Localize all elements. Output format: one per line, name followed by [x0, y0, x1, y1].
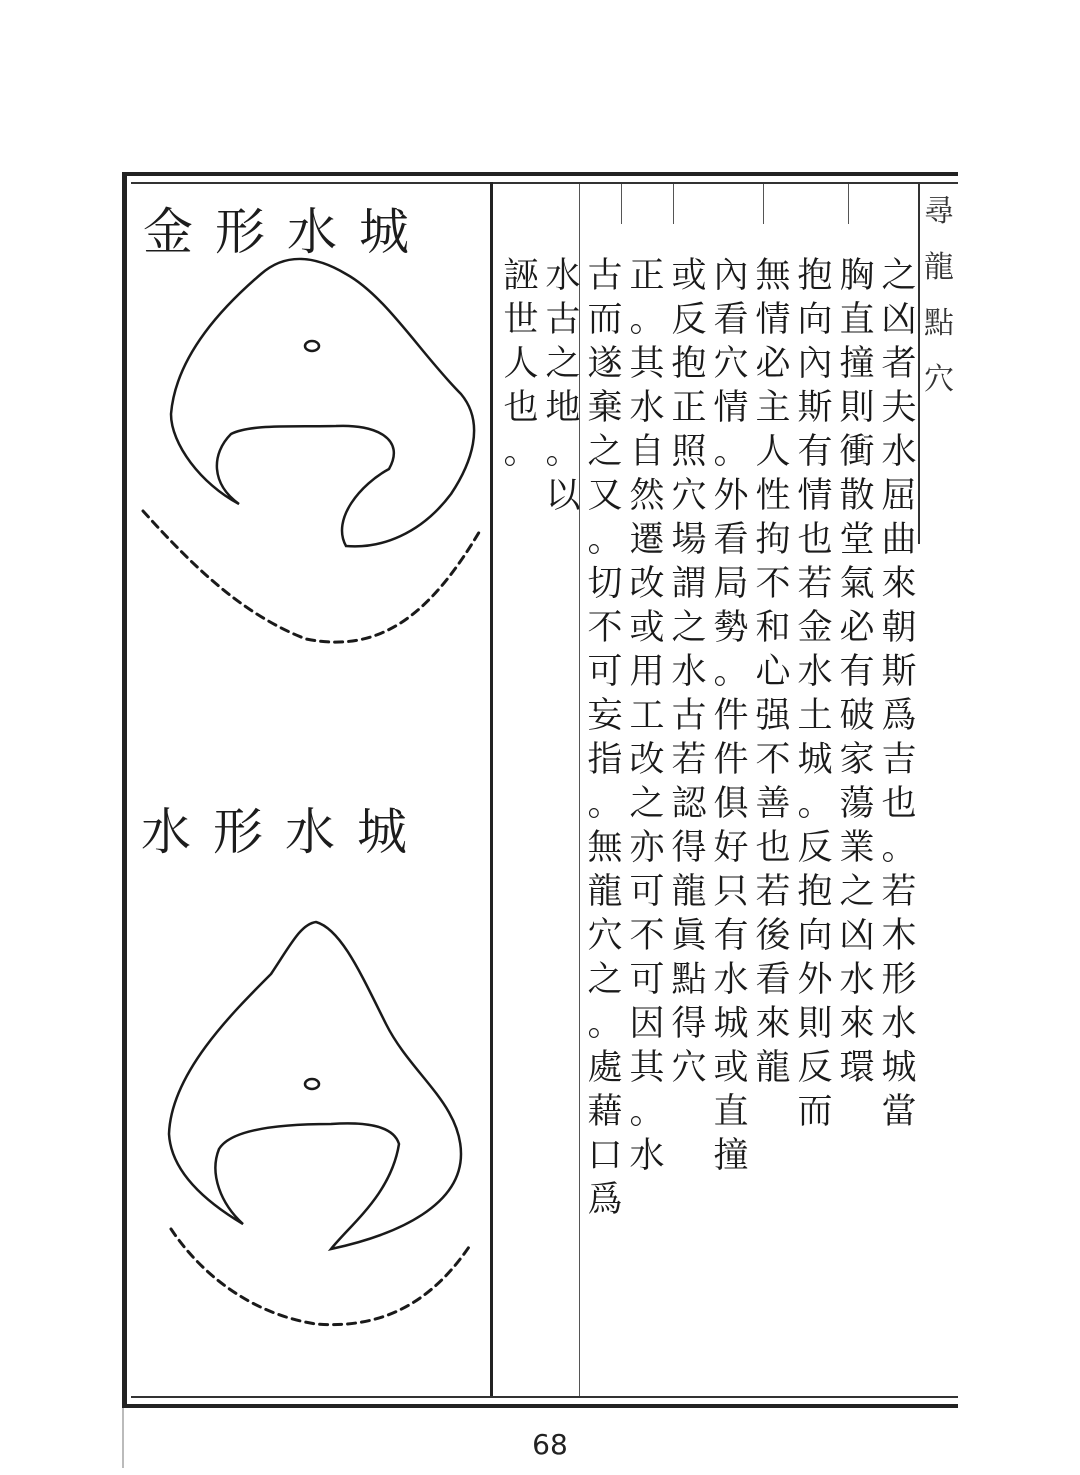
- water-boundary-dashed: [143, 511, 481, 642]
- text-char: 向: [797, 916, 833, 956]
- text-char: 以: [545, 476, 581, 516]
- text-char: 看: [755, 960, 791, 1000]
- text-char: 看: [713, 520, 749, 560]
- text-char: 當: [881, 1092, 917, 1132]
- text-char: 無: [587, 828, 623, 868]
- text-char: 之: [587, 432, 623, 472]
- text-char: 也: [503, 388, 539, 428]
- text-char: 强: [755, 696, 791, 736]
- text-char: 遷: [629, 520, 665, 560]
- text-char: 場: [671, 520, 707, 560]
- text-char: 龍: [587, 872, 623, 912]
- text-char: 衝: [839, 432, 875, 472]
- text-char: 水: [797, 652, 833, 692]
- text-char: 水: [629, 388, 665, 428]
- text-char: 抱: [797, 256, 833, 296]
- text-char: 直: [839, 300, 875, 340]
- text-char: 。: [797, 784, 833, 824]
- text-column: [500, 254, 542, 474]
- header-char: 龍: [924, 250, 954, 285]
- page-number: 68: [532, 1428, 568, 1461]
- text-char: 其: [629, 344, 665, 384]
- text-char: 水: [881, 1004, 917, 1044]
- text-char: 破: [839, 696, 875, 736]
- text-char: 無: [755, 256, 791, 296]
- text-char: 切: [587, 564, 623, 604]
- text-char: 遂: [587, 344, 623, 384]
- column-rule: [763, 184, 764, 224]
- text-char: 看: [713, 300, 749, 340]
- text-column: [878, 254, 920, 1134]
- text-char: 來: [881, 564, 917, 604]
- text-char: 處: [587, 1048, 623, 1088]
- text-char: 土: [797, 696, 833, 736]
- text-char: 也: [881, 784, 917, 824]
- text-char: 局: [713, 564, 749, 604]
- text-char: 穴: [671, 476, 707, 516]
- text-char: 反: [671, 300, 707, 340]
- column-rule: [673, 184, 674, 224]
- text-column: [668, 254, 710, 1090]
- text-char: 然: [629, 476, 665, 516]
- text-char: 謂: [671, 564, 707, 604]
- text-char: 藉: [587, 1092, 623, 1132]
- text-char: 朝: [881, 608, 917, 648]
- text-char: 有: [797, 432, 833, 472]
- text-char: 勢: [713, 608, 749, 648]
- text-char: 爲: [881, 696, 917, 736]
- text-char: 或: [671, 256, 707, 296]
- text-char: 拘: [755, 520, 791, 560]
- text-char: 。: [587, 520, 623, 560]
- text-char: 口: [587, 1136, 623, 1176]
- text-char: 若: [881, 872, 917, 912]
- text-char: 人: [503, 344, 539, 384]
- text-char: 曲: [881, 520, 917, 560]
- text-char: 若: [755, 872, 791, 912]
- text-char: 妄: [587, 696, 623, 736]
- text-char: 有: [713, 916, 749, 956]
- text-char: 外: [797, 960, 833, 1000]
- text-char: 主: [755, 388, 791, 428]
- column-rule: [848, 184, 849, 224]
- text-char: 工: [629, 696, 665, 736]
- text-char: 照: [671, 432, 707, 472]
- text-char: 爲: [587, 1180, 623, 1220]
- text-char: 。: [629, 1092, 665, 1132]
- text-char: 城: [713, 1004, 749, 1044]
- text-char: 而: [797, 1092, 833, 1132]
- text-char: 城: [881, 1048, 917, 1088]
- text-char: 其: [629, 1048, 665, 1088]
- text-char: 抱: [671, 344, 707, 384]
- text-char: 撞: [839, 344, 875, 384]
- text-char: 來: [755, 1004, 791, 1044]
- text-column: [626, 254, 668, 1178]
- diagram-title-metal-water-city: 金形水城: [143, 203, 431, 261]
- header-char: 點: [924, 306, 954, 341]
- text-char: 情: [797, 476, 833, 516]
- text-char: 水: [671, 652, 707, 692]
- text-char: 亦: [629, 828, 665, 868]
- text-char: 點: [671, 960, 707, 1000]
- text-char: 屈: [881, 476, 917, 516]
- text-char: 誣: [503, 256, 539, 296]
- illustration-panel: [131, 184, 490, 1396]
- text-char: 後: [755, 916, 791, 956]
- text-char: 龍: [671, 872, 707, 912]
- text-char: 用: [629, 652, 665, 692]
- text-char: 必: [755, 344, 791, 384]
- text-char: 則: [839, 388, 875, 428]
- text-char: 來: [839, 1004, 875, 1044]
- water-boundary-dashed: [171, 1229, 471, 1325]
- text-char: 氣: [839, 564, 875, 604]
- column-rule: [621, 184, 622, 224]
- water-water-city-diagram: [169, 922, 471, 1325]
- text-column: [710, 254, 752, 1178]
- text-char: 棄: [587, 388, 623, 428]
- mountain-outline: [171, 259, 474, 546]
- text-char: 。: [587, 784, 623, 824]
- acupoint-circle: [305, 1079, 319, 1089]
- water-city-diagrams: [131, 184, 490, 1396]
- text-char: 反: [797, 1048, 833, 1088]
- text-char: 環: [839, 1048, 875, 1088]
- text-char: 眞: [671, 916, 707, 956]
- text-char: 心: [755, 652, 791, 692]
- text-char: 凶: [881, 300, 917, 340]
- text-char: 若: [797, 564, 833, 604]
- text-char: 業: [839, 828, 875, 868]
- text-column: [836, 254, 878, 1090]
- bottom-rule: [131, 1396, 958, 1398]
- text-char: 穴: [713, 344, 749, 384]
- text-char: 只: [713, 872, 749, 912]
- text-char: 者: [881, 344, 917, 384]
- header-char: 穴: [924, 362, 954, 397]
- text-char: 形: [881, 960, 917, 1000]
- text-char: 或: [713, 1048, 749, 1088]
- text-char: 蕩: [839, 784, 875, 824]
- text-char: 古: [671, 696, 707, 736]
- text-char: 之: [545, 344, 581, 384]
- text-char: 之: [839, 872, 875, 912]
- text-char: 向: [797, 300, 833, 340]
- text-char: 金: [797, 608, 833, 648]
- text-char: 改: [629, 564, 665, 604]
- text-char: 龍: [755, 1048, 791, 1088]
- text-char: 撞: [713, 1136, 749, 1176]
- text-char: 因: [629, 1004, 665, 1044]
- text-char: 木: [881, 916, 917, 956]
- text-char: 之: [671, 608, 707, 648]
- text-char: 。: [629, 300, 665, 340]
- text-char: 古: [545, 300, 581, 340]
- metal-water-city-diagram: [143, 259, 481, 642]
- acupoint-circle: [305, 341, 319, 351]
- text-char: 凶: [839, 916, 875, 956]
- text-char: 件: [713, 696, 749, 736]
- page-edge-line: [122, 1408, 124, 1468]
- text-char: 。: [713, 432, 749, 472]
- text-char: 外: [713, 476, 749, 516]
- text-char: 家: [839, 740, 875, 780]
- text-char: 情: [713, 388, 749, 428]
- text-char: 或: [629, 608, 665, 648]
- text-char: 。: [545, 432, 581, 472]
- text-char: 認: [671, 784, 707, 824]
- text-panel: [493, 184, 958, 1396]
- text-char: 和: [755, 608, 791, 648]
- text-char: 則: [797, 1004, 833, 1044]
- text-char: 指: [587, 740, 623, 780]
- header-char: 尋: [924, 194, 954, 229]
- text-char: 世: [503, 300, 539, 340]
- text-char: 得: [671, 828, 707, 868]
- text-char: 堂: [839, 520, 875, 560]
- text-char: 人: [755, 432, 791, 472]
- text-char: 改: [629, 740, 665, 780]
- text-char: 城: [797, 740, 833, 780]
- text-char: 不: [629, 916, 665, 956]
- text-char: 直: [713, 1092, 749, 1132]
- text-char: 情: [755, 300, 791, 340]
- text-char: 也: [797, 520, 833, 560]
- text-char: 古: [587, 256, 623, 296]
- text-char: 水: [839, 960, 875, 1000]
- text-char: 得: [671, 1004, 707, 1044]
- text-char: 。: [713, 652, 749, 692]
- text-char: 又: [587, 476, 623, 516]
- text-char: 可: [629, 872, 665, 912]
- text-column: [584, 254, 626, 1222]
- text-char: 穴: [671, 1048, 707, 1088]
- text-char: 胸: [839, 256, 875, 296]
- text-char: 穴: [587, 916, 623, 956]
- text-char: 水: [545, 256, 581, 296]
- text-char: 水: [629, 1136, 665, 1176]
- text-char: 若: [671, 740, 707, 780]
- text-char: 必: [839, 608, 875, 648]
- text-char: 可: [587, 652, 623, 692]
- text-char: 。: [503, 432, 539, 472]
- text-char: 之: [587, 960, 623, 1000]
- text-char: 不: [755, 564, 791, 604]
- text-column: [752, 254, 794, 1090]
- text-char: 夫: [881, 388, 917, 428]
- text-char: 不: [587, 608, 623, 648]
- text-char: 散: [839, 476, 875, 516]
- text-char: 。: [881, 828, 917, 868]
- text-char: 也: [755, 828, 791, 868]
- text-char: 件: [713, 740, 749, 780]
- diagram-title-water-water-city: 水形水城: [141, 803, 429, 861]
- text-char: 自: [629, 432, 665, 472]
- text-column: [542, 254, 584, 518]
- text-char: 好: [713, 828, 749, 868]
- text-column: [794, 254, 836, 1134]
- text-char: 之: [881, 256, 917, 296]
- text-char: 性: [755, 476, 791, 516]
- text-char: 吉: [881, 740, 917, 780]
- text-char: 可: [629, 960, 665, 1000]
- text-char: 正: [671, 388, 707, 428]
- text-char: 內: [713, 256, 749, 296]
- text-char: 正: [629, 256, 665, 296]
- text-char: 反: [797, 828, 833, 868]
- text-char: 抱: [797, 872, 833, 912]
- text-char: 斯: [797, 388, 833, 428]
- text-char: 俱: [713, 784, 749, 824]
- text-char: 。: [587, 1004, 623, 1044]
- header-fragment: [918, 184, 958, 544]
- text-char: 而: [587, 300, 623, 340]
- text-char: 內: [797, 344, 833, 384]
- text-char: 水: [881, 432, 917, 472]
- text-char: 地: [545, 388, 581, 428]
- text-char: 斯: [881, 652, 917, 692]
- text-char: 水: [713, 960, 749, 1000]
- mountain-outline: [169, 922, 461, 1249]
- text-char: 之: [629, 784, 665, 824]
- text-char: 有: [839, 652, 875, 692]
- text-char: 不: [755, 740, 791, 780]
- text-char: 善: [755, 784, 791, 824]
